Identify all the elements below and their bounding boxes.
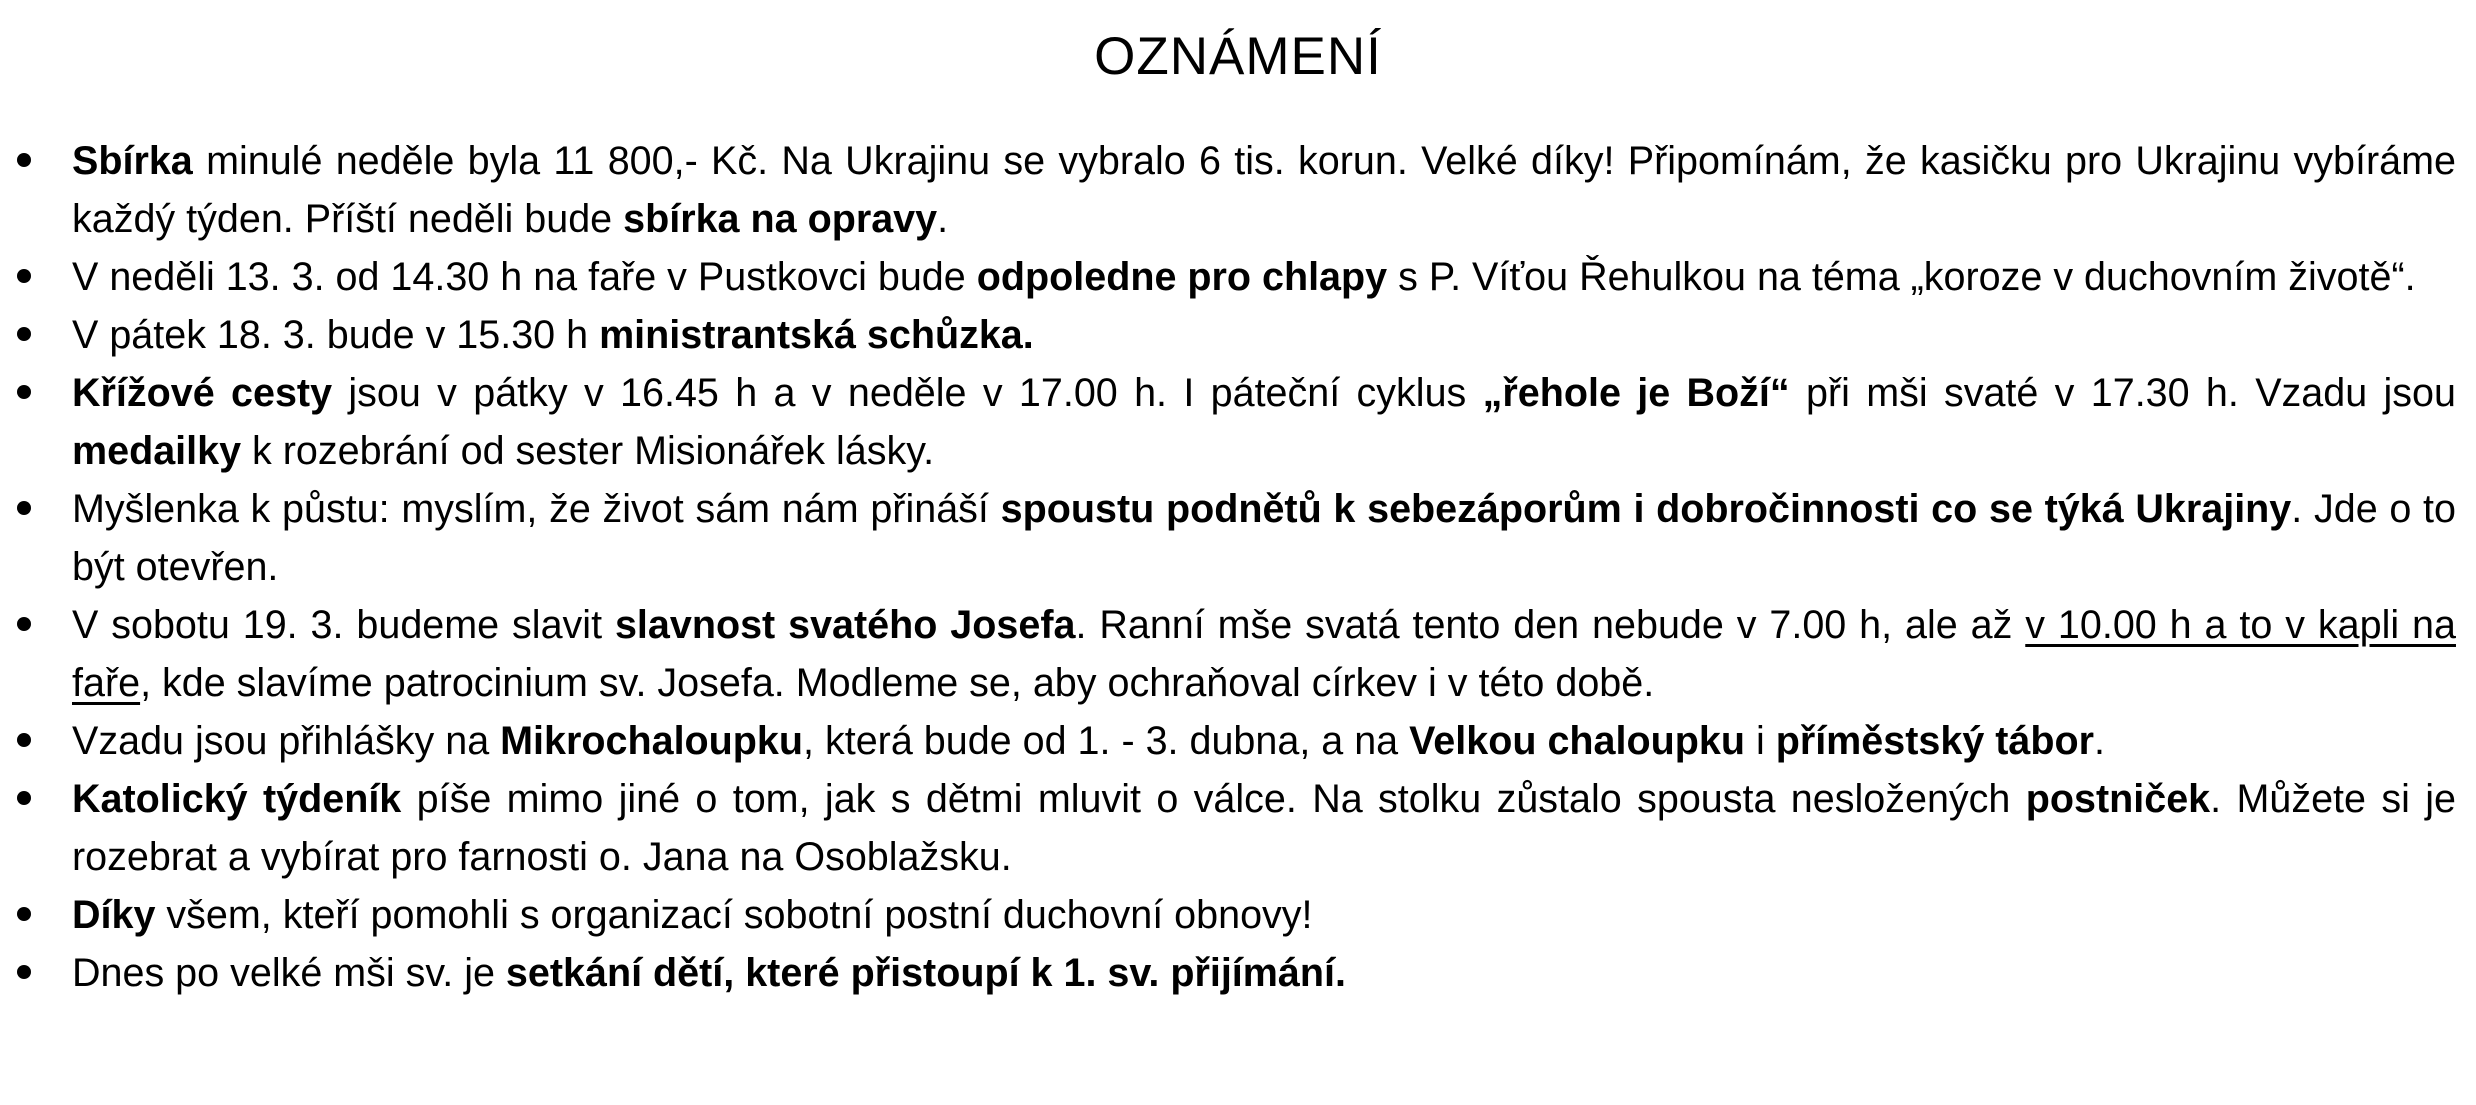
announcement-text: V sobotu 19. 3. budeme slavit	[72, 603, 615, 647]
announcement-item	[0, 132, 2476, 248]
emphasis-text: „řehole je Boží“	[1482, 371, 1790, 415]
announcement-text: Vzadu jsou přihlášky na	[72, 719, 501, 763]
emphasis-text: postniček	[2025, 777, 2211, 821]
bullet-icon	[17, 269, 31, 283]
underlined-text: v 10.00 h a to v kapli na faře	[72, 603, 2456, 705]
announcement-item	[0, 944, 2476, 1002]
announcement-item	[0, 770, 2476, 886]
announcement-text: všem, kteří pomohli s organizací sobotní postní duchovní obnovy!	[155, 893, 1313, 937]
emphasis-text: odpoledne pro chlapy	[976, 255, 1388, 299]
emphasis-text: Sbírka	[72, 139, 193, 183]
emphasis-text: slavnost svatého Josefa	[614, 603, 1076, 647]
bullet-icon	[17, 733, 31, 747]
bullet-icon	[17, 385, 31, 399]
announcement-text: i	[1744, 719, 1776, 763]
announcement-text: .	[2094, 719, 2106, 763]
announcement-item	[0, 364, 2476, 480]
announcement-text: . Ranní mše svatá tento den nebude v 7.00 h, ale až	[1075, 603, 2026, 647]
announcement-text: . Jde o to být otevřen.	[72, 487, 2456, 589]
announcement-text: .	[937, 197, 949, 241]
bullet-icon	[17, 791, 31, 805]
announcement-text: při mši svaté v 17.30 h. Vzadu jsou	[1789, 371, 2456, 415]
emphasis-text: Křížové cesty	[72, 371, 333, 415]
page-title: OZNÁMENÍ	[1094, 27, 1382, 86]
bullet-icon	[17, 153, 31, 167]
emphasis-text: příměstský tábor	[1775, 719, 2095, 763]
announcement-item	[0, 480, 2476, 596]
announcement-text: . Můžete si je rozebrat a vybírat pro farnosti o. Jana na Osoblažsku.	[72, 777, 2456, 879]
announcement-text: s P. Víťou Řehulkou na téma „koroze v duchovním životě“.	[1387, 255, 2416, 299]
announcement-text: , která bude od 1. - 3. dubna, a na	[803, 719, 1410, 763]
announcement-item	[0, 886, 2476, 944]
announcement-item	[0, 712, 2476, 770]
emphasis-text: Velkou chaloupku	[1409, 719, 1745, 763]
bullet-icon	[17, 617, 31, 631]
emphasis-text: Mikrochaloupku	[500, 719, 804, 763]
announcement-text: jsou v pátky v 16.45 h a v neděle v 17.00 h. I páteční cyklus	[332, 371, 1483, 415]
announcement-list	[0, 132, 2476, 1002]
emphasis-text: setkání dětí, které přistoupí k 1. sv. přijímání.	[505, 951, 1346, 995]
bullet-icon	[17, 907, 31, 921]
emphasis-text: ministrantská schůzka.	[599, 313, 1034, 357]
announcement-text: k rozebrání od sester Misionářek lásky.	[241, 429, 935, 473]
emphasis-text: Katolický týdeník	[72, 777, 402, 821]
announcement-text: V neděli 13. 3. od 14.30 h na faře v Pustkovci bude	[72, 255, 977, 299]
emphasis-text: spoustu podnětů k sebezáporům i dobročinnosti co se týká Ukrajiny	[1000, 487, 2292, 531]
bullet-icon	[17, 965, 31, 979]
emphasis-text: medailky	[72, 429, 242, 473]
emphasis-text: Díky	[72, 893, 156, 937]
announcement-item	[0, 306, 2476, 364]
bullet-icon	[17, 501, 31, 515]
announcement-text: , kde slavíme patrocinium sv. Josefa. Modleme se, aby ochraňoval církev i v této době.	[140, 661, 1655, 705]
announcement-text: V pátek 18. 3. bude v 15.30 h	[72, 313, 600, 357]
bullet-icon	[17, 327, 31, 341]
announcement-text: Dnes po velké mši sv. je	[72, 951, 506, 995]
announcement-text: píše mimo jiné o tom, jak s dětmi mluvit o válce. Na stolku zůstalo spousta nesložených	[401, 777, 2026, 821]
emphasis-text: sbírka na opravy	[623, 197, 938, 241]
announcement-item	[0, 248, 2476, 306]
announcement-text: minulé neděle byla 11 800,- Kč. Na Ukrajinu se vybralo 6 tis. korun. Velké díky! Připomínám, že kasičku pro Ukrajinu vybíráme každý týden. Příští neděli bude	[72, 139, 2456, 241]
announcement-text: Myšlenka k půstu: myslím, že život sám nám přináší	[72, 487, 1001, 531]
announcement-item	[0, 596, 2476, 712]
